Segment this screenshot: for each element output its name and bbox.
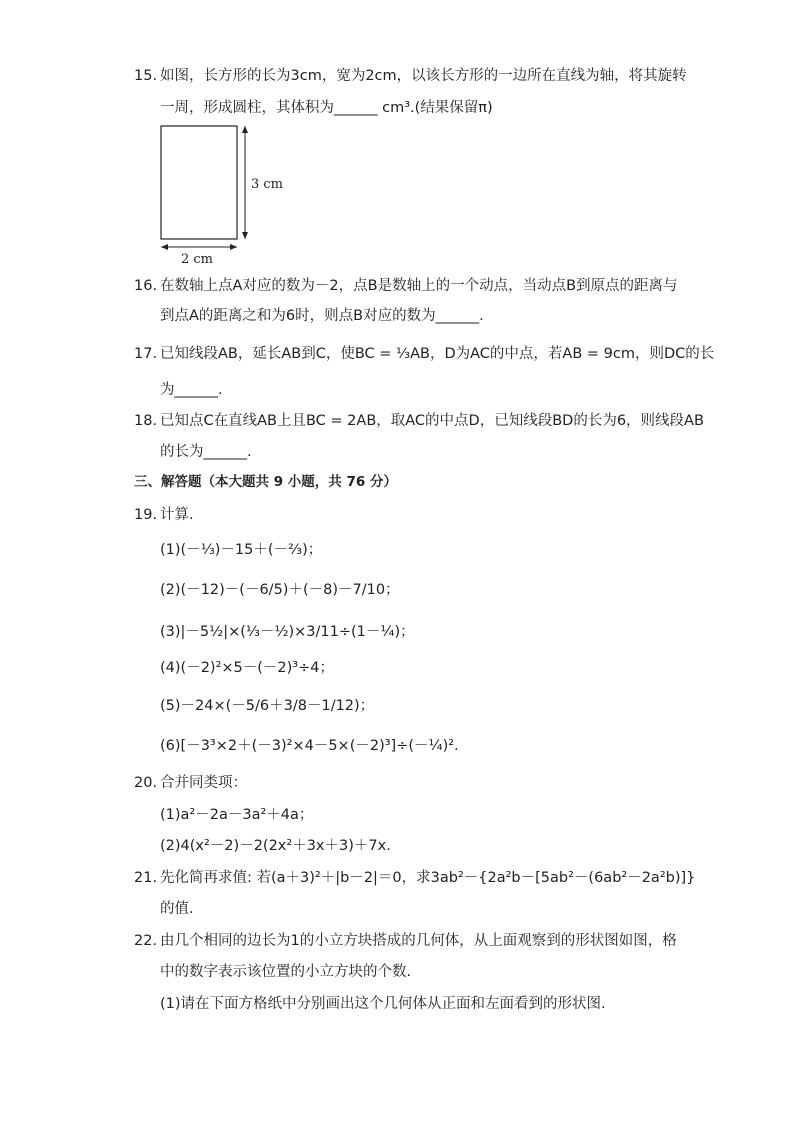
question-text: 计算. <box>160 507 194 523</box>
q19-item-5: (5)－24×(－5/6＋3/8－1/12)； <box>160 698 375 714</box>
question-number: 16. <box>134 278 158 294</box>
question-text: 已知线段AB，延长AB到C，使BC = ⅓AB，D为AC的中点，若AB = 9cm，则DC的长 <box>160 346 715 362</box>
question-16-line-1 <box>134 276 678 296</box>
question-15-line-2: 一周，形成圆柱，其体积为______ cm³.(结果保留π) <box>160 100 493 116</box>
height-label: 3 cm <box>251 177 284 192</box>
question-number: 17. <box>134 346 158 362</box>
question-number: 22. <box>134 933 158 949</box>
width-arrow-left-icon <box>161 244 168 250</box>
question-21-line-1 <box>134 868 695 888</box>
question-text: 已知点C在直线AB上且BC = 2AB，取AC的中点D，已知线段BD的长为6，则线段AB <box>160 413 704 429</box>
q19-item-6: (6)[－3³×2＋(－3)²×4－5×(－2)³]÷(－¼)². <box>160 738 459 754</box>
q19-item-1: (1)(－⅓)－15＋(－⅔)； <box>160 542 323 558</box>
height-arrow-top-icon <box>242 126 248 133</box>
question-number: 15. <box>134 68 158 84</box>
question-text: 由几个相同的边长为1的小立方块搭成的几何体，从上面观察到的形状图如图，格 <box>160 933 677 949</box>
q20-item-1: (1)a²－2a－3a²＋4a； <box>160 807 314 823</box>
question-22-line-2: 中的数字表示该位置的小立方块的个数. <box>160 964 412 980</box>
rectangle-figure <box>155 120 315 270</box>
question-number: 21. <box>134 870 158 886</box>
question-text: 合并同类项： <box>160 775 247 791</box>
q20-item-2: (2)4(x²－2)－2(2x²＋3x＋3)＋7x. <box>160 838 391 854</box>
width-label: 2 cm <box>181 252 214 267</box>
q19-item-3: (3)|－5½|×(⅓－½)×3/11÷(1－¼)； <box>160 624 415 640</box>
question-16-line-2: 到点A的距离之和为6时，则点B对应的数为______. <box>160 308 484 324</box>
section-heading: 三、解答题（本大题共 9 小题，共 76 分） <box>134 474 397 490</box>
q19-item-4: (4)(－2)²×5－(－2)³÷4； <box>160 660 334 676</box>
q22-subquestion-1: (1)请在下面方格纸中分别画出这个几何体从正面和左面看到的形状图. <box>160 996 606 1012</box>
question-text: 先化简再求值: 若(a＋3)²＋|b－2|＝0，求3ab²－{2a²b－[5ab²－(6ab²－2a²b)]} <box>160 870 696 886</box>
question-number: 20. <box>134 775 158 791</box>
question-18-line-2: 的长为______. <box>160 444 252 460</box>
question-text: 在数轴上点A对应的数为－2，点B是数轴上的一个动点，当动点B到原点的距离与 <box>160 278 678 294</box>
question-19-title <box>134 505 194 525</box>
question-number: 18. <box>134 413 158 429</box>
question-18-line-1 <box>134 411 704 431</box>
width-arrow-right-icon <box>230 244 237 250</box>
rectangle-shape <box>161 126 237 239</box>
question-number: 19. <box>134 507 158 523</box>
q19-item-2: (2)(－12)－(－6/5)＋(－8)－7/10； <box>160 582 400 598</box>
question-22-line-1 <box>134 931 677 951</box>
question-text: 如图，长方形的长为3cm，宽为2cm，以该长方形的一边所在直线为轴，将其旋转 <box>160 68 687 84</box>
question-20-title <box>134 773 247 793</box>
question-15-line-1 <box>134 66 687 86</box>
question-17-line-2: 为______. <box>160 382 223 398</box>
question-21-line-2: 的值. <box>160 901 194 917</box>
height-arrow-bottom-icon <box>242 232 248 239</box>
question-17-line-1 <box>134 344 714 364</box>
